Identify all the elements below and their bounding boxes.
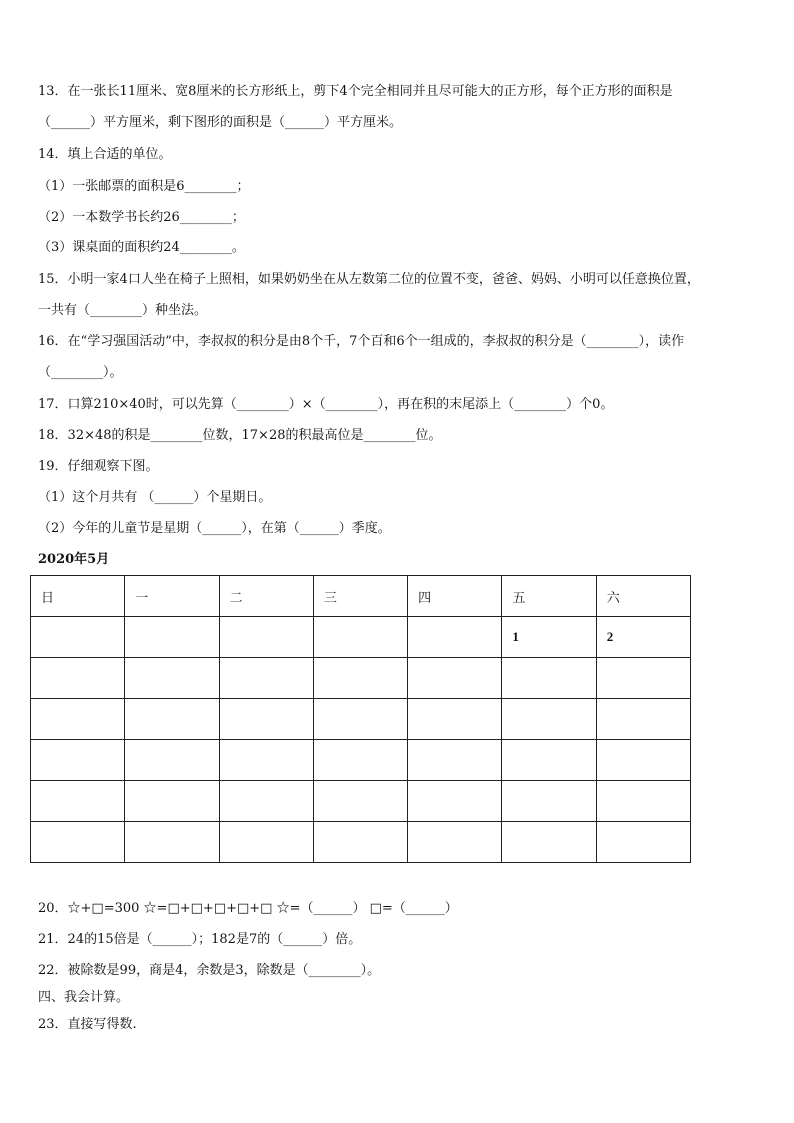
calendar-cell: [502, 781, 596, 822]
calendar-cell: [408, 740, 502, 781]
q15-line1: 15．小明一家4口人坐在椅子上照相，如果奶奶坐在从左数第二位的位置不变，爸爸、妈妈、小明可以任意换位置，: [38, 272, 700, 287]
section-4-title: 四、我会计算。: [38, 990, 130, 1005]
calendar-cell: [125, 822, 219, 863]
q14-item1: （1）一张邮票的面积是6________；: [38, 179, 250, 194]
calendar-cell: [313, 658, 407, 699]
calendar-cell: [219, 617, 313, 658]
calendar-cell: [596, 822, 690, 863]
calendar-cell: [125, 658, 219, 699]
q14-title: 14．填上合适的单位。: [38, 147, 172, 162]
calendar-week-row: [31, 617, 691, 658]
q15-line2: 一共有（________）种坐法。: [38, 303, 208, 318]
calendar-cell: [313, 781, 407, 822]
calendar-cell: [408, 781, 502, 822]
calendar-cell: [219, 699, 313, 740]
calendar-cell: [408, 617, 502, 658]
calendar-header-sat: 六: [596, 576, 690, 617]
q13-line2: （______）平方厘米，剩下图形的面积是（______）平方厘米。: [38, 115, 403, 130]
calendar-week-row: [31, 658, 691, 699]
calendar-cell: [125, 781, 219, 822]
calendar-header-fri: 五: [502, 576, 596, 617]
calendar-cell: [596, 740, 690, 781]
calendar-cell: [125, 740, 219, 781]
q14-item2: （2）一本数学书长约26________；: [38, 210, 245, 225]
calendar-title: 2020年5月: [38, 552, 110, 567]
calendar-cell: [502, 658, 596, 699]
calendar-week-row: [31, 740, 691, 781]
calendar-cell: [125, 617, 219, 658]
calendar-header-wed: 三: [313, 576, 407, 617]
q14-item3: （3）课桌面的面积约24________。: [38, 240, 245, 255]
calendar-cell: [313, 740, 407, 781]
q16-line1: 16．在“学习强国活动”中，李叔叔的积分是由8个千，7个百和6个一组成的，李叔叔的积分是（________），读作: [38, 334, 685, 349]
calendar-cell: [219, 740, 313, 781]
calendar-cell: [31, 699, 125, 740]
calendar-header-sun: 日: [31, 576, 125, 617]
calendar-cell: [313, 822, 407, 863]
calendar-cell-fri-1: 1: [502, 617, 596, 658]
calendar-cell: [313, 699, 407, 740]
calendar-cell: [31, 740, 125, 781]
q19-title: 19．仔细观察下图。: [38, 459, 159, 474]
calendar-cell: [31, 617, 125, 658]
calendar-header-tue: 二: [219, 576, 313, 617]
calendar-cell: [219, 822, 313, 863]
calendar-cell: [219, 781, 313, 822]
calendar-week-row: [31, 781, 691, 822]
calendar-cell: [125, 699, 219, 740]
calendar-cell: [408, 658, 502, 699]
calendar-header-row: [31, 576, 691, 617]
calendar-cell: [219, 658, 313, 699]
q21: 21．24的15倍是（______）；182是7的（______）倍。: [38, 932, 362, 947]
calendar-cell: [502, 740, 596, 781]
calendar-header-thu: 四: [408, 576, 502, 617]
q16-line2: （________）。: [38, 365, 123, 380]
q13-line1: 13．在一张长11厘米、宽8厘米的长方形纸上，剪下4个完全相同并且尽可能大的正方形，每个正方形的面积是: [38, 84, 673, 99]
q20: 20．☆+□=300 ☆=□+□+□+□+□ ☆=（______） □=（______）: [38, 901, 458, 916]
q22: 22．被除数是99，商是4，余数是3，除数是（________）。: [38, 963, 381, 978]
calendar-cell: [502, 822, 596, 863]
calendar-week-row: [31, 822, 691, 863]
calendar-cell-sat-2: 2: [596, 617, 690, 658]
calendar-cell: [313, 617, 407, 658]
calendar-cell: [408, 699, 502, 740]
q19-item2: （2）今年的儿童节是星期（______），在第（______）季度。: [38, 521, 391, 536]
calendar-cell: [31, 822, 125, 863]
calendar-cell: [596, 699, 690, 740]
calendar-cell: [596, 658, 690, 699]
q23: 23．直接写得数.: [38, 1017, 137, 1032]
calendar-week-row: [31, 699, 691, 740]
calendar-table: [30, 575, 691, 863]
calendar-header-mon: 一: [125, 576, 219, 617]
calendar-cell: [408, 822, 502, 863]
q18: 18．32×48的积是________位数，17×28的积最高位是________位。: [38, 428, 442, 443]
calendar-cell: [502, 699, 596, 740]
q17: 17．口算210×40时，可以先算（________）×（________），再在积的末尾添上（________）个0。: [38, 397, 614, 412]
q19-item1: （1）这个月共有 （______）个星期日。: [38, 490, 272, 505]
calendar-cell: [596, 781, 690, 822]
calendar-cell: [31, 658, 125, 699]
calendar-cell: [31, 781, 125, 822]
